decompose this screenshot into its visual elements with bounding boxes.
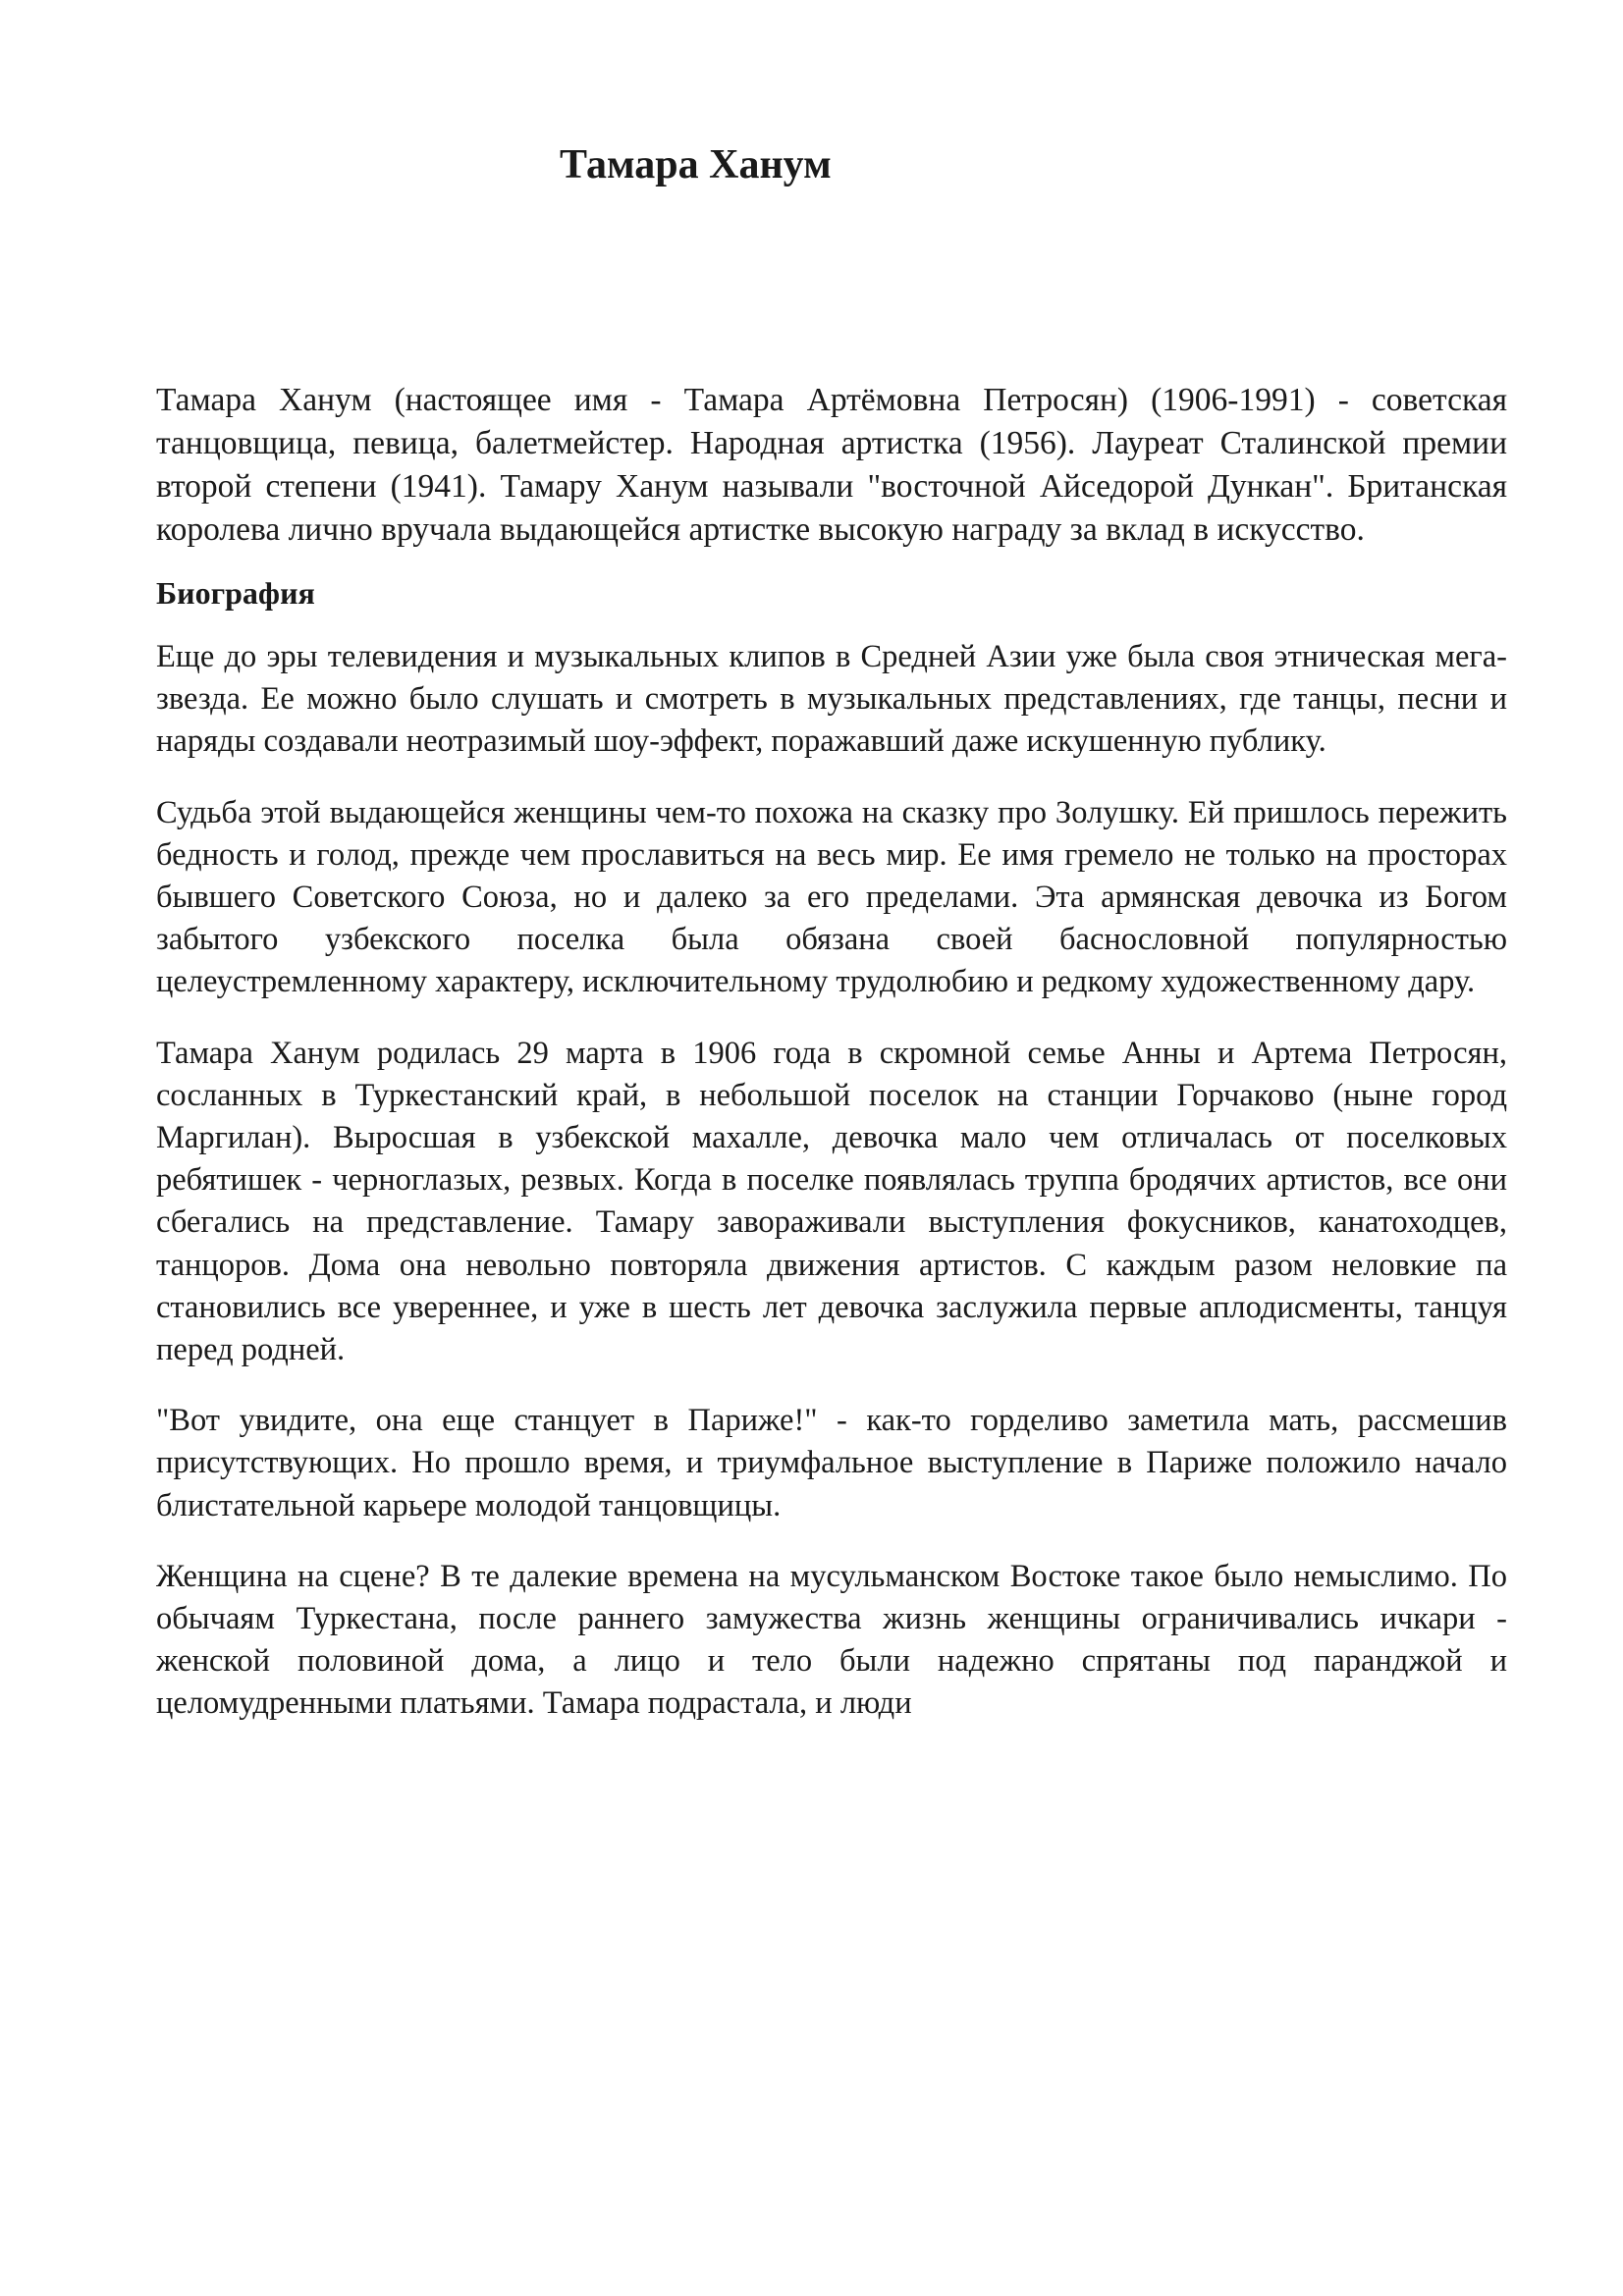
- body-paragraph: "Вот увидите, она еще станцует в Париже!" - как-то горделиво заметила мать, рассмешив присутствующих. Но прошло время, и триумфальное выступление в Париже положило начало блистательной карьере молодой танцовщицы.: [156, 1403, 1507, 1523]
- body-paragraph: Еще до эры телевидения и музыкальных клипов в Средней Азии уже была своя этническая мега-звезда. Ее можно было слушать и смотреть в музыкальных представлениях, где танцы, песни и наряды создавали неотразимый шоу-эффект, поражавший даже искушенную публику.: [156, 639, 1507, 760]
- section-heading-biography: Биография: [156, 575, 315, 611]
- body-paragraph: Тамара Ханум родилась 29 марта в 1906 года в скромной семье Анны и Артема Петросян, сосланных в Туркестанский край, в небольшой поселок на станции Горчаково (ныне город Маргилан). Выросшая в узбекской махалле, девочка мало чем отличалась от поселковых ребятишек - черноглазых, резвых. Когда в поселке появлялась труппа бродячих артистов, все они сбегались на представление. Тамару завораживали выступления фокусников, канатоходцев, танцоров. Дома она невольно повторяла движения артистов. С каждым разом неловкие па становились все увереннее, и уже в шесть лет девочка заслужила первые аплодисменты, танцуя перед родней.: [156, 1035, 1507, 1368]
- body-paragraph: Женщина на сцене? В те далекие времена на мусульманском Востоке такое было немыслимо. По обычаям Туркестана, после раннего замужества жизнь женщины ограничивались ичкари - женской половиной дома, а лицо и тело были надежно спрятаны под паранджой и целомудренными платьями. Тамара подрастала, и люди: [156, 1558, 1507, 1722]
- intro-paragraph: Тамара Ханум (настоящее имя - Тамара Артёмовна Петросян) (1906-1991) - советская танцовщица, певица, балетмейстер. Народная артистка (1956). Лауреат Сталинской премии второй степени (1941). Тамару Ханум называли "восточной Айседорой Дункан". Британская королева лично вручала выдающейся артистке высокую награду за вклад в искусство.: [156, 382, 1507, 548]
- body-paragraph: Судьба этой выдающейся женщины чем-то похожа на сказку про Золушку. Ей пришлось пережить бедность и голод, прежде чем прославиться на весь мир. Ее имя гремело не только на просторах бывшего Советского Союза, но и далеко за его пределами. Эта армянская девочка из Богом забытого узбекского поселка была обязана своей баснословной популярностью целеустремленному характеру, исключительному трудолюбию и редкому художественному дару.: [156, 794, 1507, 1000]
- page-title: Тамара Ханум: [560, 142, 832, 187]
- document-body: [156, 379, 1507, 1726]
